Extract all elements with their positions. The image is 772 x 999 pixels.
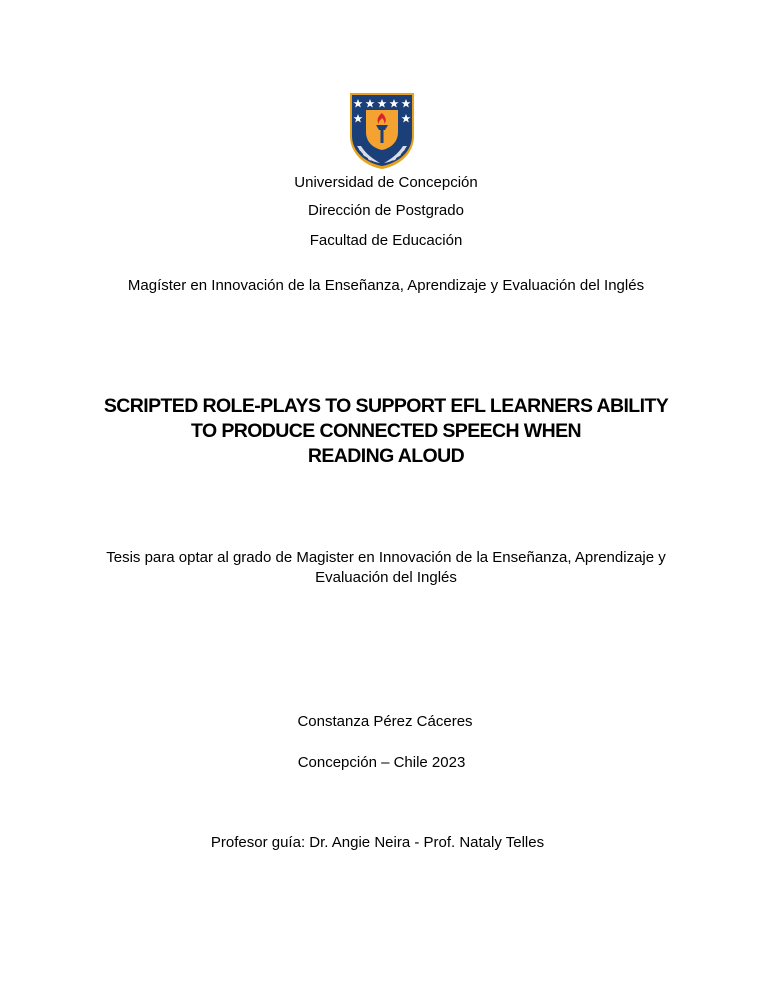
university-crest-icon: [349, 92, 415, 170]
author-name: Constanza Pérez Cáceres: [297, 713, 473, 730]
place-year: Concepción – Chile 2023: [297, 754, 466, 771]
program-name: Magíster en Innovación de la Enseñanza, Aprendizaje y Evaluación del Inglés: [127, 277, 645, 294]
thesis-title-line-3: READING ALOUD: [307, 445, 465, 467]
thesis-title-line-2: TO PRODUCE CONNECTED SPEECH WHEN: [191, 420, 581, 442]
thesis-title-line-1: SCRIPTED ROLE-PLAYS TO SUPPORT EFL LEARNERS ABILITY: [103, 395, 669, 417]
university-name: Universidad de Concepción: [294, 174, 478, 191]
degree-statement-line-2: Evaluación del Inglés: [315, 569, 457, 586]
degree-statement: [60, 548, 712, 588]
degree-statement-line-1: Tesis para optar al grado de Magister en Innovación de la Enseñanza, Aprendizaje y: [106, 549, 666, 566]
thesis-title: [60, 394, 712, 469]
direction-name: Dirección de Postgrado: [308, 202, 464, 219]
advisors: Profesor guía: Dr. Angie Neira - Prof. Nataly Telles: [210, 834, 545, 851]
faculty-name: Facultad de Educación: [309, 232, 463, 249]
